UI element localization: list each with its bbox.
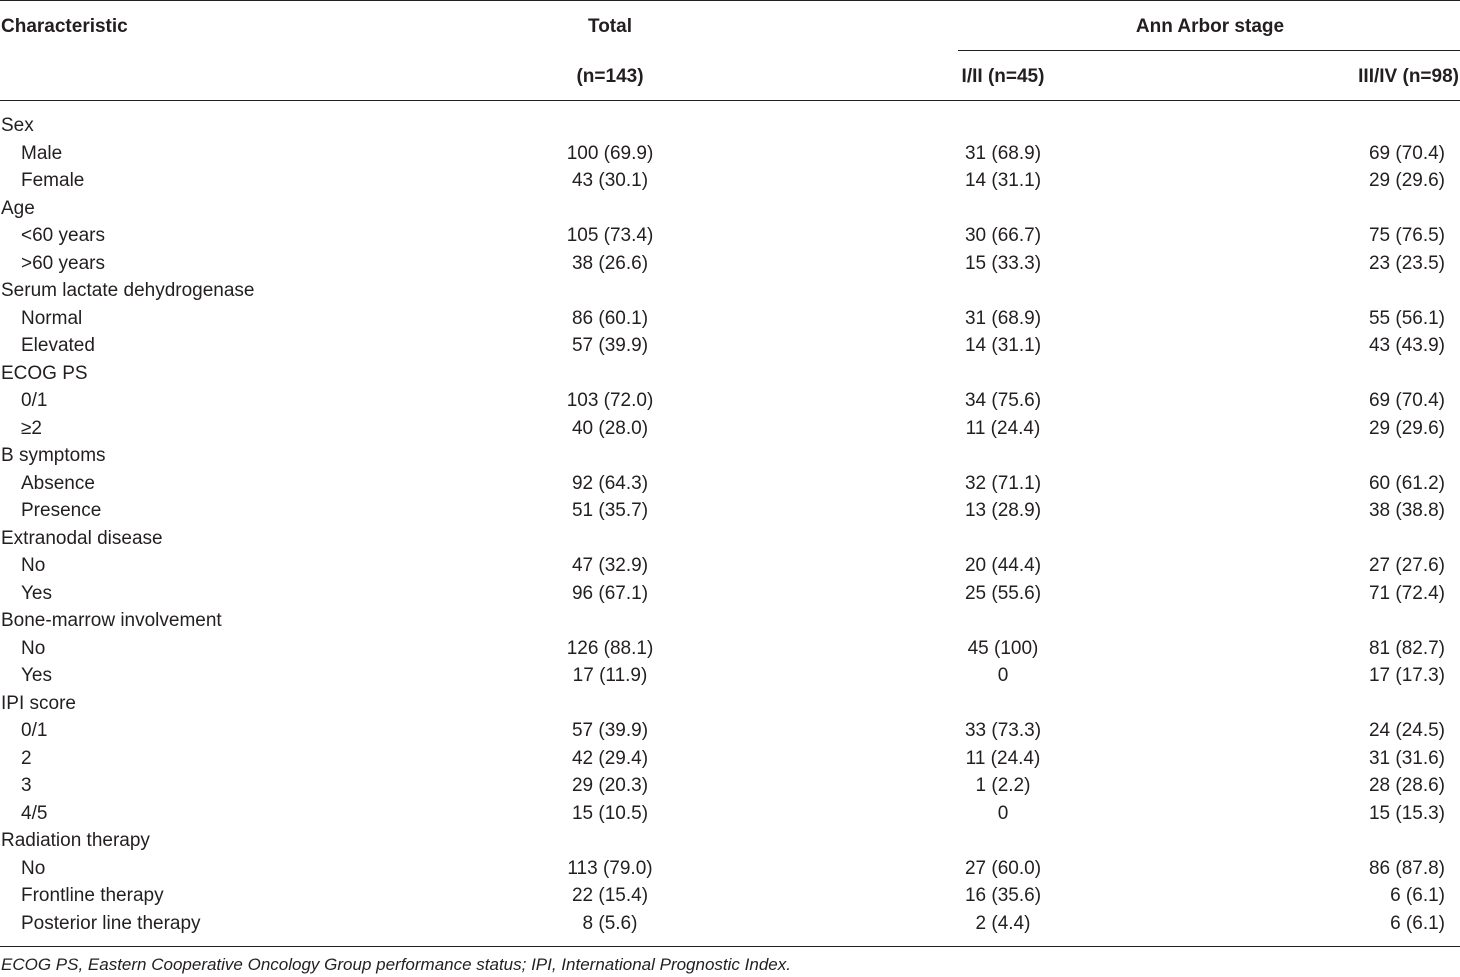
cell-characteristic: Posterior line therapy xyxy=(21,912,201,934)
cell-stage-i-ii: 14 (31.1) xyxy=(964,170,1042,191)
cell-total: 8 (5.6) xyxy=(582,912,638,934)
column-group-header-ann-arbor-stage: Ann Arbor stage xyxy=(1135,16,1285,37)
table-bottom-rule xyxy=(0,946,1460,947)
table-row xyxy=(0,140,1460,168)
cell-stage-i-ii: 2 (4.4) xyxy=(975,912,1031,934)
cell-stage-i-ii: 30 (66.7) xyxy=(964,225,1042,246)
cell-stage-iii-iv: 24 (24.5) xyxy=(1368,720,1445,741)
cell-stage-iii-iv: 15 (15.3) xyxy=(1368,802,1445,824)
cell-characteristic: 2 xyxy=(21,747,32,769)
cell-characteristic: Male xyxy=(21,142,63,164)
cell-stage-iii-iv: 75 (76.5) xyxy=(1368,225,1445,246)
cell-characteristic: No xyxy=(21,555,46,576)
table-row xyxy=(0,910,1460,938)
column-group-rule xyxy=(958,50,1460,51)
table-row xyxy=(0,167,1460,195)
cell-stage-iii-iv: 69 (70.4) xyxy=(1368,390,1445,411)
cell-total: 100 (69.9) xyxy=(566,142,654,164)
table-row-category xyxy=(0,360,1460,388)
cell-stage-iii-iv: 28 (28.6) xyxy=(1368,775,1445,796)
table-row-category xyxy=(0,690,1460,718)
cell-characteristic: >60 years xyxy=(21,252,105,274)
table-row xyxy=(0,222,1460,250)
cell-stage-iii-iv: 29 (29.6) xyxy=(1368,417,1445,439)
cell-characteristic: 4/5 xyxy=(21,802,48,824)
table-row xyxy=(0,305,1460,333)
cell-total: 57 (39.9) xyxy=(571,720,649,741)
cell-stage-iii-iv: 31 (31.6) xyxy=(1368,747,1445,769)
cell-stage-iii-iv: 6 (6.1) xyxy=(1390,885,1445,906)
cell-characteristic: No xyxy=(21,637,46,659)
cell-total: 51 (35.7) xyxy=(571,500,649,521)
cell-characteristic: ECOG PS xyxy=(1,362,88,384)
cell-characteristic: Serum lactate dehydrogenase xyxy=(1,280,255,301)
table-row xyxy=(0,415,1460,443)
cell-characteristic: 0/1 xyxy=(21,390,48,411)
table-row xyxy=(0,662,1460,690)
cell-total: 38 (26.6) xyxy=(571,252,649,274)
cell-total: 105 (73.4) xyxy=(566,225,654,246)
table-row-category xyxy=(0,112,1460,140)
column-header-stage-i-ii: I/II (n=45) xyxy=(961,66,1045,87)
cell-stage-iii-iv: 60 (61.2) xyxy=(1368,472,1445,494)
cell-stage-iii-iv: 86 (87.8) xyxy=(1368,857,1445,879)
cell-stage-i-ii: 34 (75.6) xyxy=(964,390,1042,411)
cell-characteristic: Bone-marrow involvement xyxy=(1,610,222,631)
table-row xyxy=(0,800,1460,828)
cell-characteristic: Yes xyxy=(21,665,52,686)
cell-characteristic: Age xyxy=(1,197,35,219)
cell-stage-iii-iv: 29 (29.6) xyxy=(1368,170,1445,191)
cell-stage-i-ii: 20 (44.4) xyxy=(964,555,1042,576)
cell-total: 47 (32.9) xyxy=(571,555,649,576)
table-row xyxy=(0,387,1460,415)
cell-stage-iii-iv: 23 (23.5) xyxy=(1368,252,1445,274)
cell-total: 103 (72.0) xyxy=(566,390,654,411)
cell-characteristic: 0/1 xyxy=(21,720,48,741)
table-row xyxy=(0,552,1460,580)
table-row xyxy=(0,635,1460,663)
column-header-total: Total xyxy=(588,16,632,37)
cell-stage-iii-iv: 38 (38.8) xyxy=(1368,500,1445,521)
cell-stage-iii-iv: 43 (43.9) xyxy=(1368,335,1445,356)
cell-characteristic: 3 xyxy=(21,775,32,796)
cell-stage-iii-iv: 6 (6.1) xyxy=(1390,912,1445,934)
cell-characteristic: IPI score xyxy=(1,692,76,714)
table-row xyxy=(0,882,1460,910)
cell-stage-iii-iv: 55 (56.1) xyxy=(1368,307,1445,329)
cell-total: 126 (88.1) xyxy=(566,637,654,659)
cell-stage-i-ii: 0 xyxy=(997,802,1009,824)
cell-total: 113 (79.0) xyxy=(567,857,653,879)
table-row xyxy=(0,332,1460,360)
cell-characteristic: Presence xyxy=(21,500,102,521)
cell-total: 15 (10.5) xyxy=(571,802,649,824)
cell-stage-i-ii: 25 (55.6) xyxy=(964,582,1042,604)
cell-stage-i-ii: 13 (28.9) xyxy=(964,500,1042,521)
table-top-rule xyxy=(0,0,1460,1)
table-body xyxy=(0,112,1460,937)
table-row xyxy=(0,470,1460,498)
cell-stage-i-ii: 32 (71.1) xyxy=(964,472,1042,494)
cell-characteristic: Sex xyxy=(1,115,34,136)
cell-total: 92 (64.3) xyxy=(571,472,649,494)
cell-stage-iii-iv: 69 (70.4) xyxy=(1368,142,1445,164)
cell-total: 17 (11.9) xyxy=(572,665,648,686)
cell-stage-i-ii: 45 (100) xyxy=(967,637,1039,659)
table-row-category xyxy=(0,277,1460,305)
cell-characteristic: <60 years xyxy=(21,225,105,246)
cell-stage-i-ii: 15 (33.3) xyxy=(964,252,1042,274)
cell-total: 43 (30.1) xyxy=(571,170,649,191)
table-row xyxy=(0,772,1460,800)
table-row-category xyxy=(0,607,1460,635)
cell-stage-i-ii: 11 (24.4) xyxy=(965,417,1041,439)
table-header-rule xyxy=(0,100,1460,101)
cell-stage-iii-iv: 17 (17.3) xyxy=(1368,665,1445,686)
cell-characteristic: Absence xyxy=(21,472,95,494)
cell-stage-i-ii: 33 (73.3) xyxy=(964,720,1042,741)
table-row xyxy=(0,855,1460,883)
column-header-stage-iii-iv: III/IV (n=98) xyxy=(1358,66,1459,87)
cell-total: 22 (15.4) xyxy=(571,885,649,906)
cell-characteristic: Normal xyxy=(21,307,83,329)
cell-stage-iii-iv: 27 (27.6) xyxy=(1368,555,1445,576)
cell-stage-i-ii: 11 (24.4) xyxy=(965,747,1041,769)
table-row-category xyxy=(0,442,1460,470)
cell-characteristic: Radiation therapy xyxy=(1,830,150,851)
cell-characteristic: B symptoms xyxy=(1,445,106,466)
cell-stage-i-ii: 0 xyxy=(997,665,1009,686)
table-row xyxy=(0,717,1460,745)
cell-total: 57 (39.9) xyxy=(571,335,649,356)
cell-characteristic: Extranodal disease xyxy=(1,527,163,549)
cell-stage-iii-iv: 81 (82.7) xyxy=(1368,637,1445,659)
table-row xyxy=(0,745,1460,773)
cell-total: 42 (29.4) xyxy=(571,747,649,769)
table-row-category xyxy=(0,195,1460,223)
cell-characteristic: ≥2 xyxy=(21,417,42,439)
table-row-category xyxy=(0,525,1460,553)
cell-characteristic: Frontline therapy xyxy=(21,885,164,906)
cell-characteristic: No xyxy=(21,857,46,879)
cell-total: 40 (28.0) xyxy=(571,417,649,439)
cell-total: 96 (67.1) xyxy=(571,582,649,604)
column-header-characteristic: Characteristic xyxy=(1,16,128,37)
cell-total: 29 (20.3) xyxy=(571,775,649,796)
cell-stage-i-ii: 27 (60.0) xyxy=(964,857,1042,879)
table-row xyxy=(0,580,1460,608)
cell-stage-i-ii: 31 (68.9) xyxy=(964,307,1042,329)
cell-characteristic: Yes xyxy=(21,582,52,604)
cell-stage-i-ii: 1 (2.2) xyxy=(975,775,1031,796)
cell-total: 86 (60.1) xyxy=(571,307,649,329)
table-row xyxy=(0,497,1460,525)
cell-characteristic: Elevated xyxy=(21,335,95,356)
table-footnote: ECOG PS, Eastern Cooperative Oncology Group performance status; IPI, International Prognostic Index. xyxy=(1,955,791,974)
cell-stage-iii-iv: 71 (72.4) xyxy=(1368,582,1445,604)
cell-stage-i-ii: 31 (68.9) xyxy=(964,142,1042,164)
cell-characteristic: Female xyxy=(21,170,85,191)
column-header-total-n: (n=143) xyxy=(576,66,644,87)
cell-stage-i-ii: 16 (35.6) xyxy=(964,885,1042,906)
table-row xyxy=(0,250,1460,278)
table-row-category xyxy=(0,827,1460,855)
cell-stage-i-ii: 14 (31.1) xyxy=(964,335,1042,356)
